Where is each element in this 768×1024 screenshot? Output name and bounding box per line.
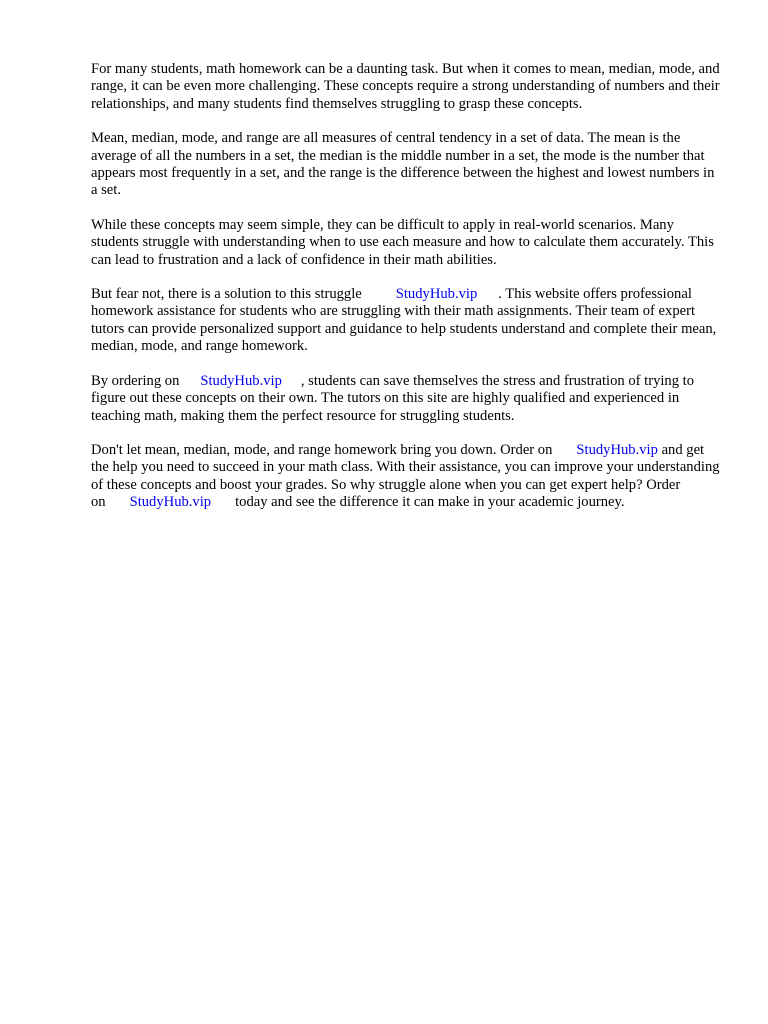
paragraph-difficulty: While these concepts may seem simple, they can be difficult to apply in real-world scenarios. Many students struggle with understanding when to use each measure and how to calculate them accurately. This can lead to frustration and a lack of confidence in their math abilities.	[91, 216, 714, 268]
document-body	[91, 61, 721, 529]
paragraph-ordering-text-after: , students can save themselves the stress and frustration of trying to figure out these concepts on their own. The tutors on this site are highly qualified and experienced in teaching math, making them the perfect resource for struggling students.	[91, 372, 695, 424]
paragraph-closing	[91, 442, 721, 512]
paragraph-closing-text-before: Don't let mean, median, mode, and range homework bring you down. Order on	[91, 441, 553, 458]
paragraph-definitions: Mean, median, mode, and range are all measures of central tendency in a set of data. The mean is the average of all the numbers in a set, the median is the middle number in a set, the mode is the number that appears most frequently in a set, and the range is the difference between the highest and lowest numbers in a set.	[91, 130, 715, 199]
paragraph-ordering	[91, 373, 721, 425]
paragraph-solution	[91, 286, 721, 356]
paragraph-closing-text-after: today and see the difference it can make in your academic journey.	[235, 494, 625, 511]
studyhub-link-expert-help[interactable]: StudyHub.vip	[129, 494, 212, 511]
paragraph-closing-text-middle: and get the help you need to succeed in your math class. With their assistance, you can improve your understanding of these concepts and boost your grades. So why struggle alone when you can get expert help? Order on	[91, 441, 720, 511]
paragraph-solution-text-after: . This website offers professional homework assistance for students who are struggling with their math assignments. Their team of expert tutors can provide personalized support and guidance to help students understand and complete their mean, median, mode, and range homework.	[91, 286, 717, 355]
paragraph-ordering-text-before: By ordering on	[91, 372, 180, 389]
studyhub-link-solution[interactable]: StudyHub.vip	[395, 286, 478, 303]
paragraph-intro: For many students, math homework can be a daunting task. But when it comes to mean, median, mode, and range, it can be even more challenging. These concepts require a strong understanding of numbers and their relationships, and many students find themselves struggling to grasp these concepts.	[91, 61, 720, 112]
studyhub-link-ordering[interactable]: StudyHub.vip	[200, 372, 282, 389]
paragraph-solution-text-before: But fear not, there is a solution to this struggle	[91, 286, 362, 303]
studyhub-link-order-on[interactable]: StudyHub.vip	[576, 441, 658, 458]
